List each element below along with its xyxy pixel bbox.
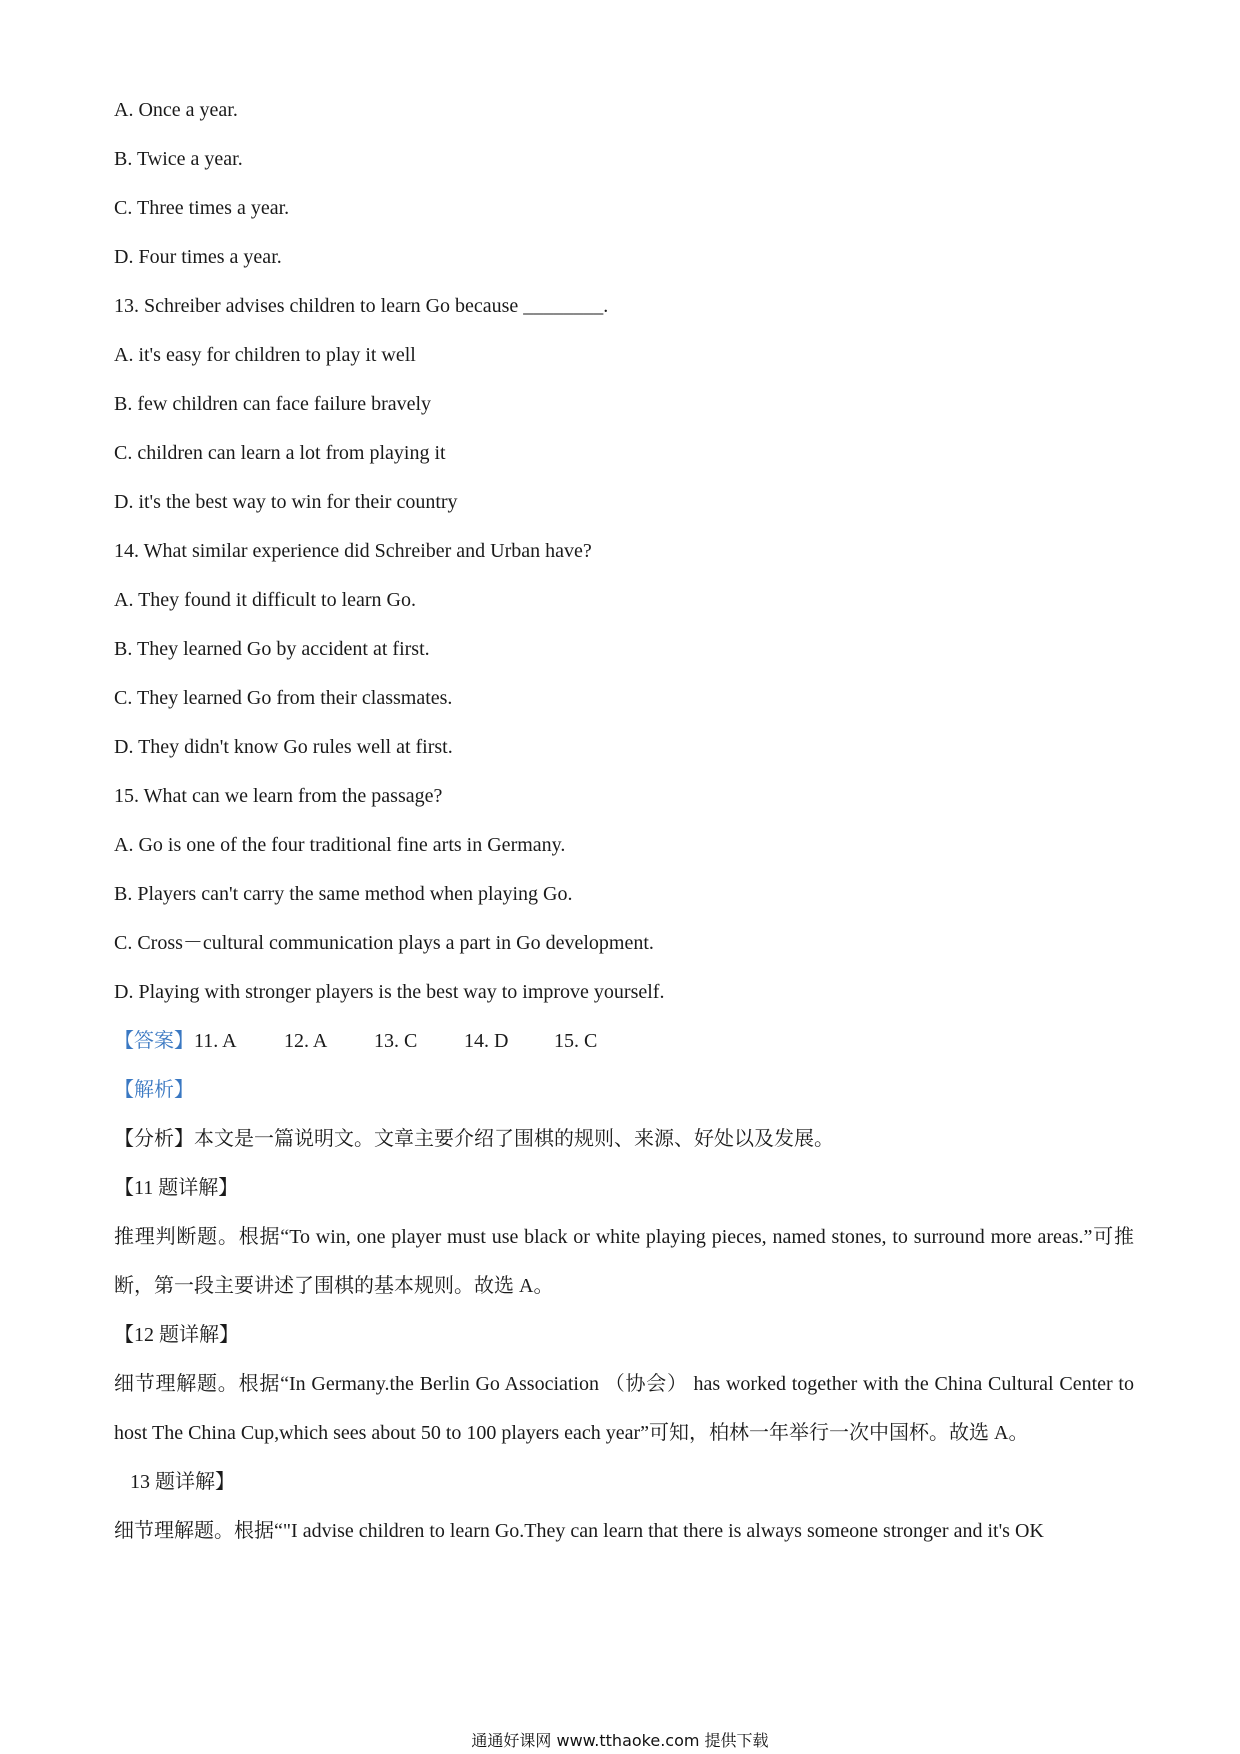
answer-item: 14. D bbox=[464, 1030, 509, 1052]
q14-option-b: B. They learned Go by accident at first. bbox=[114, 638, 430, 660]
q14-option-c: C. They learned Go from their classmates. bbox=[114, 687, 453, 709]
q12-detail-heading: 【12 题详解】 bbox=[114, 1324, 239, 1346]
q13-option-a: A. it's easy for children to play it well bbox=[114, 344, 416, 366]
q13-option-c: C. children can learn a lot from playing it bbox=[114, 442, 446, 464]
analysis-summary-text: 本文是一篇说明文。文章主要介绍了围棋的规则、来源、好处以及发展。 bbox=[194, 1128, 834, 1150]
q12-option-b: B. Twice a year. bbox=[114, 148, 243, 170]
answer-item: 12. A bbox=[284, 1030, 328, 1052]
q12-option-a: A. Once a year. bbox=[114, 99, 238, 121]
q14-option-d: D. They didn't know Go rules well at first. bbox=[114, 736, 453, 758]
q13-detail-heading: 13 题详解】 bbox=[130, 1471, 235, 1493]
q15-option-c: C. Cross－cultural communication plays a part in Go development. bbox=[114, 932, 654, 954]
analysis-label: 【解析】 bbox=[114, 1079, 194, 1101]
q13-detail-text: 细节理解题。根据“"I advise children to learn Go.They can learn that there is always someone stronger and it's OK bbox=[114, 1520, 1044, 1542]
q14-question: 14. What similar experience did Schreiber and Urban have? bbox=[114, 540, 592, 562]
q12-option-d: D. Four times a year. bbox=[114, 246, 282, 268]
q15-option-b: B. Players can't carry the same method when playing Go. bbox=[114, 883, 573, 905]
analysis-summary bbox=[114, 1127, 1134, 1151]
document-page bbox=[114, 98, 1134, 1556]
q15-question: 15. What can we learn from the passage? bbox=[114, 785, 443, 807]
answer-item: 11. A bbox=[194, 1030, 237, 1052]
q14-option-a: A. They found it difficult to learn Go. bbox=[114, 589, 416, 611]
q11-detail-text: 推理判断题。根据“To win, one player must use black or white playing pieces, named stones, to surround more areas.”可推断，第一段主要讲述了围棋的基本规则。故选 A。 bbox=[114, 1226, 1134, 1297]
q15-option-a: A. Go is one of the four traditional fine arts in Germany. bbox=[114, 834, 566, 856]
q15-option-d: D. Playing with stronger players is the best way to improve yourself. bbox=[114, 981, 665, 1003]
q13-option-b: B. few children can face failure bravely bbox=[114, 393, 432, 415]
answer-line bbox=[114, 1029, 1134, 1053]
footer-source: 通通好课网 www.tthaoke.com 提供下载 bbox=[471, 1731, 769, 1750]
answer-item: 15. C bbox=[554, 1030, 598, 1052]
q13-option-d: D. it's the best way to win for their country bbox=[114, 491, 458, 513]
q13-question: 13. Schreiber advises children to learn Go because ________. bbox=[114, 295, 609, 317]
analysis-summary-label: 【分析】 bbox=[114, 1128, 194, 1150]
q12-detail-text: 细节理解题。根据“In Germany.the Berlin Go Association （协会） has worked together with the China Cultural Center to host The China Cup,which sees about 50 to 100 players each year”可知，柏林一年举行一次中国杯。故选 A。 bbox=[114, 1373, 1134, 1444]
q11-detail-heading: 【11 题详解】 bbox=[114, 1177, 239, 1199]
answer-label: 【答案】 bbox=[114, 1030, 194, 1052]
q12-option-c: C. Three times a year. bbox=[114, 197, 290, 219]
answer-item: 13. C bbox=[374, 1030, 418, 1052]
